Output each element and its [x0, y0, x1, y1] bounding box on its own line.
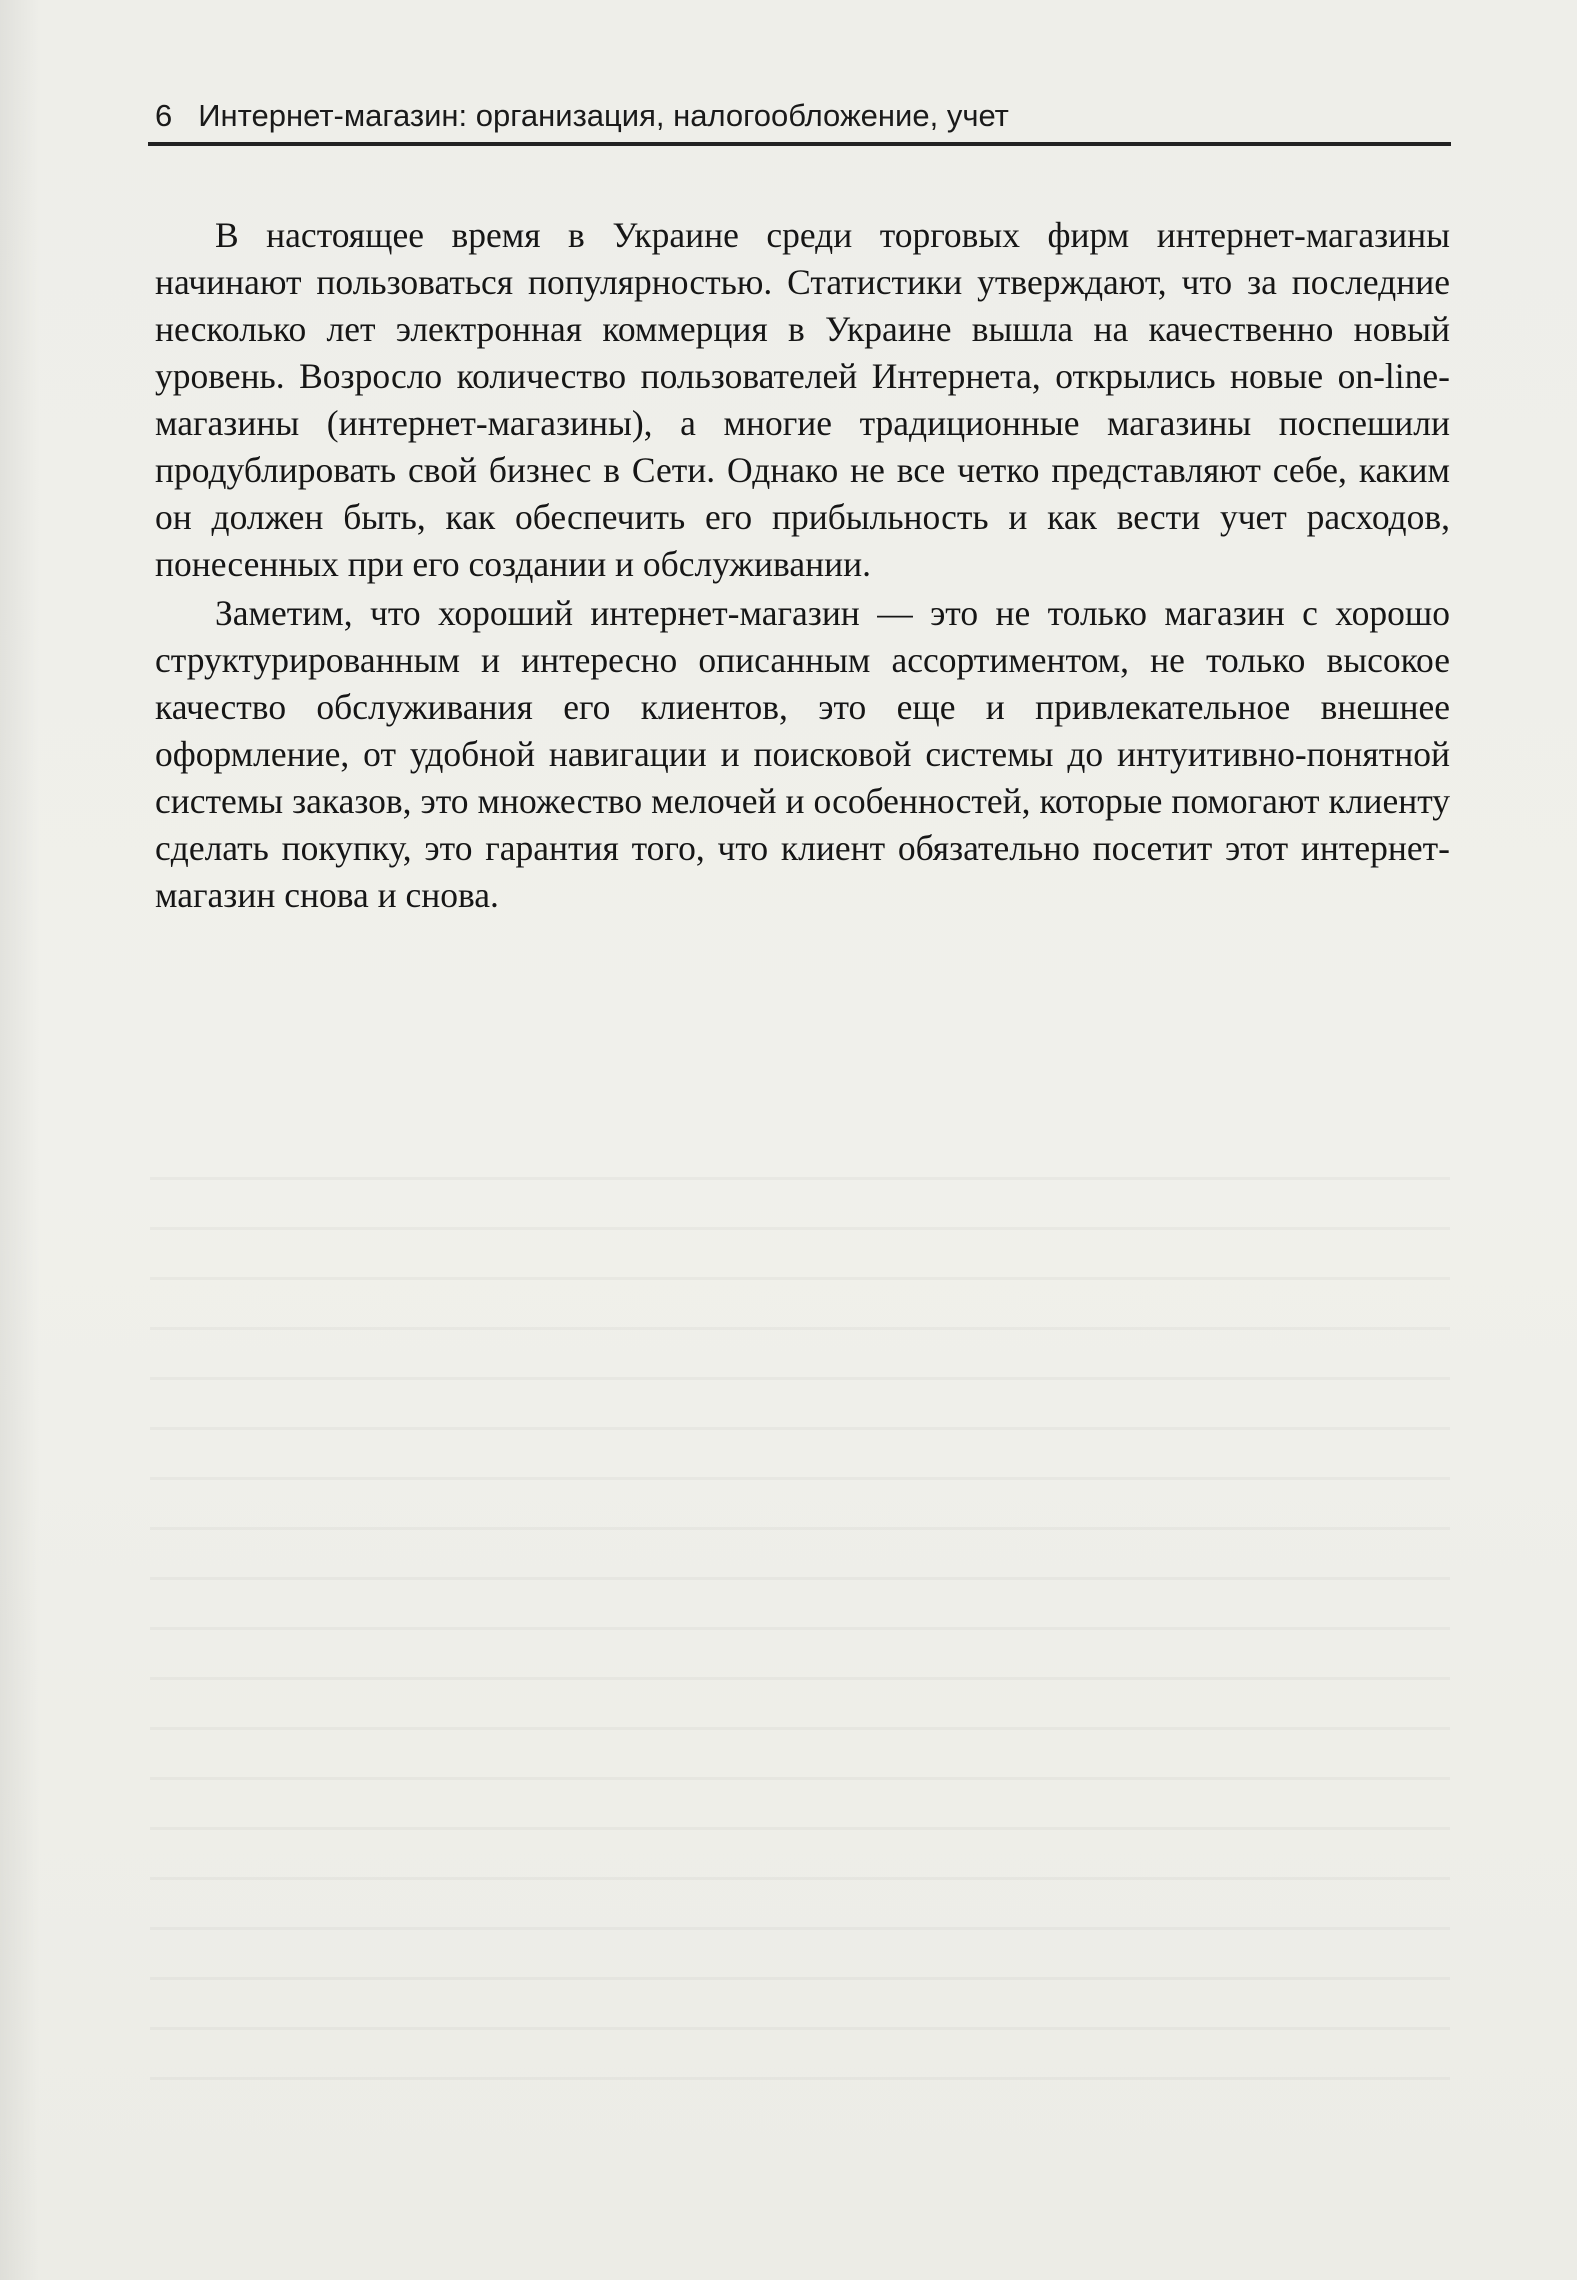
running-title: Интернет-магазин: организация, налогообложение, учет: [198, 98, 1009, 133]
bleed-line: [150, 1630, 1450, 1680]
bleed-line: [150, 1130, 1450, 1180]
running-header: [155, 98, 1450, 142]
bleed-line: [150, 1930, 1450, 1980]
body-text: [155, 212, 1450, 919]
bleed-line: [150, 1230, 1450, 1280]
bleed-line: [150, 1830, 1450, 1880]
header-rule: [148, 142, 1451, 146]
bleed-line: [150, 1980, 1450, 2030]
bleed-line: [150, 1280, 1450, 1330]
bleed-line: [150, 1380, 1450, 1430]
bleed-line: [150, 1530, 1450, 1580]
bleed-line: [150, 1730, 1450, 1780]
bleed-line: [150, 1580, 1450, 1630]
reverse-side-bleed-through: [150, 1130, 1450, 2080]
bleed-line: [150, 1480, 1450, 1530]
bleed-line: [150, 1780, 1450, 1830]
page-number: 6: [155, 98, 173, 133]
bleed-line: [150, 1330, 1450, 1380]
bleed-line: [150, 1430, 1450, 1480]
bleed-line: [150, 1180, 1450, 1230]
bleed-line: [150, 2030, 1450, 2080]
bleed-line: [150, 1680, 1450, 1730]
paragraph-1: В настоящее время в Украине среди торговых фирм интернет-магазины начинают пользоваться популярностью. Статистики утверждают, что за последние несколько лет электронная коммерция в Украине вышла на качественно новый уровень. Возросло количество пользователей Интернета, открылись новые on-line-магазины (интернет-магазины), а многие традиционные магазины поспешили продублировать свой бизнес в Сети. Однако не все четко представляют себе, каким он должен быть, как обеспечить его прибыльность и как вести учет расходов, понесенных при его создании и обслуживании.: [155, 215, 1450, 584]
paragraph-2: Заметим, что хороший интернет-магазин — это не только магазин с хорошо структурированным и интересно описанным ассортиментом, не только высокое качество обслуживания его клиентов, это еще и привлекательное внешнее оформление, от удобной навигации и поисковой системы до интуитивно-понятной системы заказов, это множество мелочей и особенностей, которые помогают клиенту сделать покупку, это гарантия того, что клиент обязательно посетит этот интернет-магазин снова и снова.: [155, 593, 1450, 915]
bleed-line: [150, 1880, 1450, 1930]
